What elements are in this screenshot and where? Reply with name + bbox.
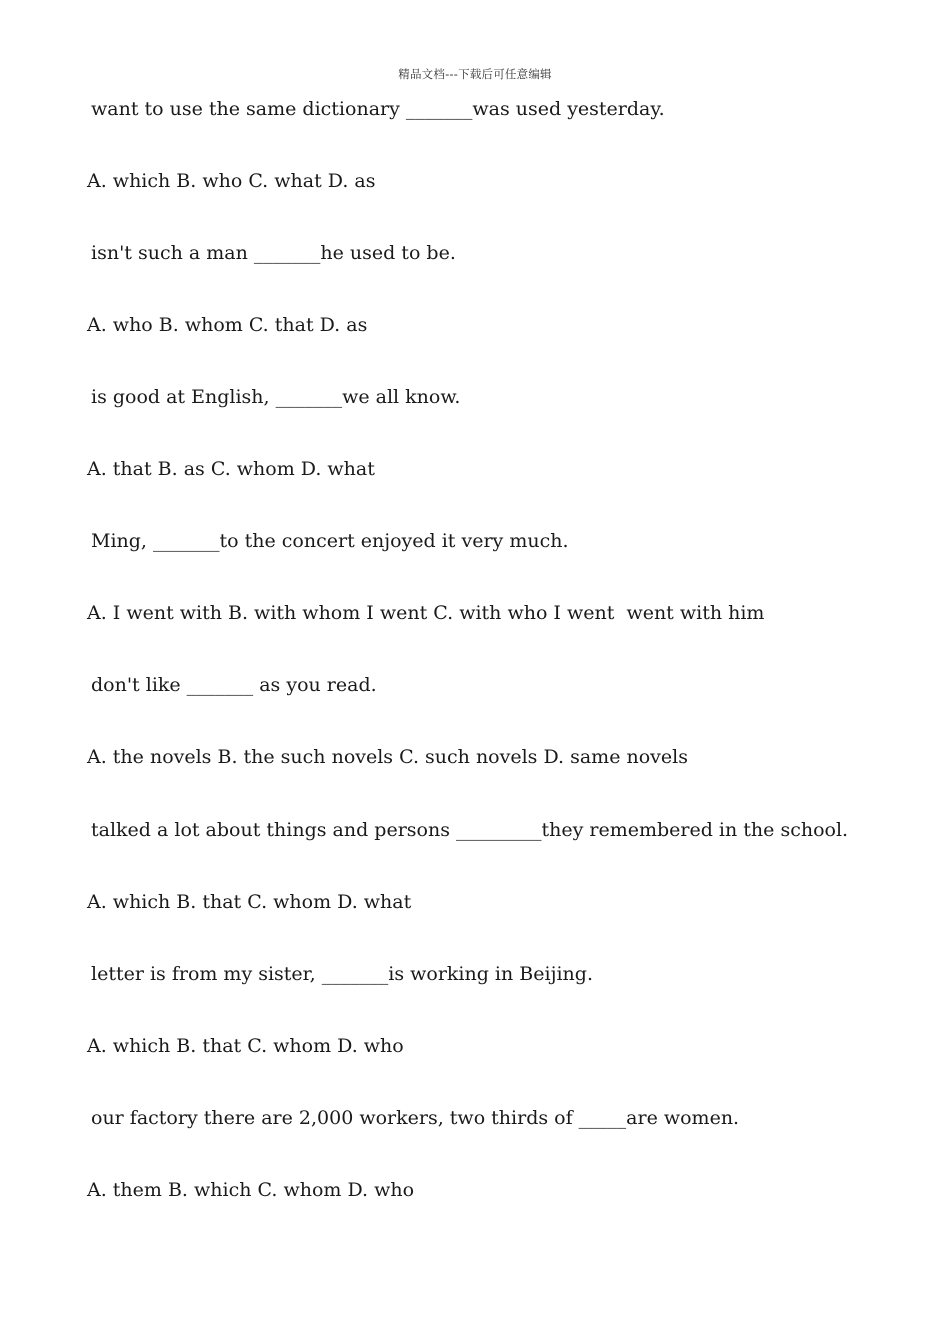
question-options-4: A. I went with B. with whom I went C. with who I went went with him	[87, 602, 765, 624]
question-options-2: A. who B. whom C. that D. as	[87, 314, 368, 336]
question-stem-2: isn't such a man _______he used to be.	[91, 242, 456, 264]
question-options-1: A. which B. who C. what D. as	[87, 170, 376, 192]
question-options-6: A. which B. that C. whom D. what	[87, 891, 412, 913]
question-options-8: A. them B. which C. whom D. who	[87, 1179, 415, 1201]
page-header: 精品文档---下载后可任意编辑	[398, 67, 552, 81]
question-stem-4: Ming, _______to the concert enjoyed it very much.	[91, 530, 569, 552]
question-stem-8: our factory there are 2,000 workers, two thirds of _____are women.	[91, 1107, 740, 1129]
question-stem-5: don't like _______ as you read.	[91, 674, 377, 696]
question-stem-6: talked a lot about things and persons _________they remembered in the school.	[91, 819, 849, 841]
question-options-7: A. which B. that C. whom D. who	[87, 1035, 404, 1057]
question-options-3: A. that B. as C. whom D. what	[87, 458, 375, 480]
question-stem-1: want to use the same dictionary _______was used yesterday.	[91, 98, 665, 120]
question-stem-3: is good at English, _______we all know.	[91, 386, 461, 408]
question-options-5: A. the novels B. the such novels C. such novels D. same novels	[87, 746, 688, 768]
question-stem-7: letter is from my sister, _______is working in Beijing.	[91, 963, 593, 985]
